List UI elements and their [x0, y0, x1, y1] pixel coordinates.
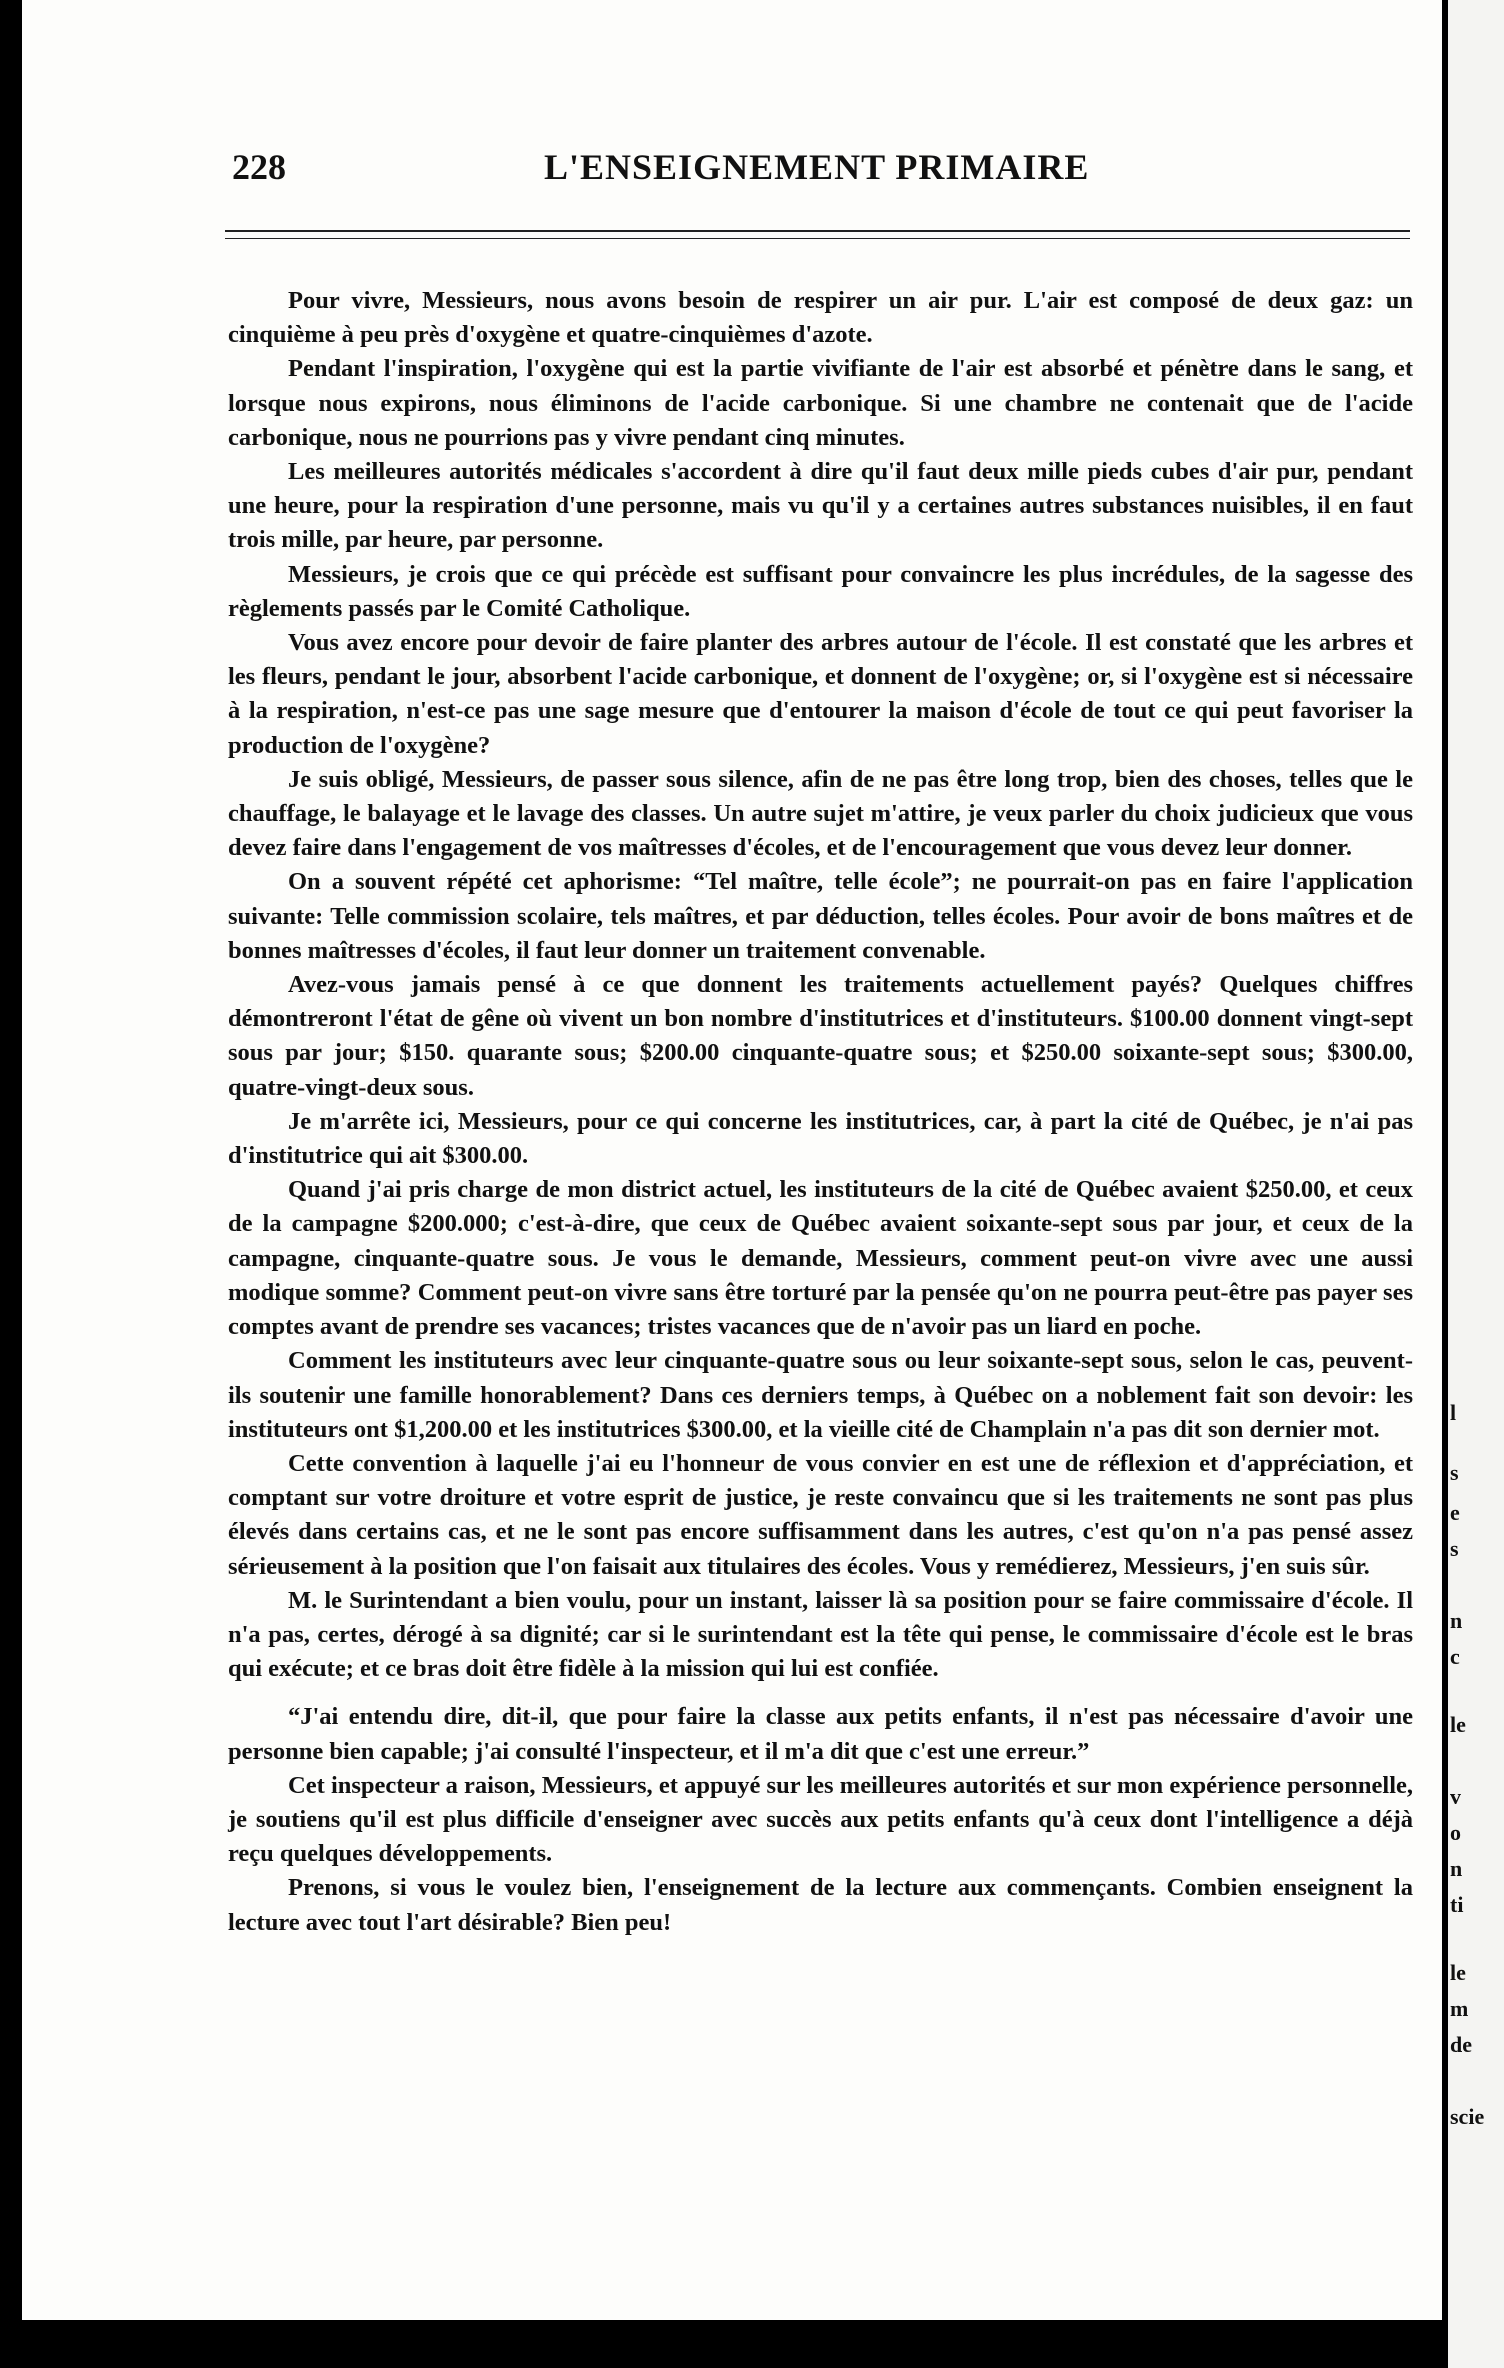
adjacent-fragment: c: [1450, 1644, 1460, 1669]
adjacent-fragment: le: [1450, 1712, 1466, 1737]
paragraph: Les meilleures autorités médicales s'accordent à dire qu'il faut deux mille pieds cubes d'air pur, pendant une heure, pour la respiration d'une personne, mais vu qu'il y a certaines autres substances nuisibles, il en faut trois mille, par heure, par personne.: [228, 458, 1413, 554]
paragraph: Comment les instituteurs avec leur cinquante-quatre sous ou leur soixante-sept sous, selon le cas, peuvent-ils soutenir une famille honorablement? Dans ces derniers temps, à Québec on a noblement fait son devoir: les instituteurs ont $1,200.00 et les institutrices $300.00, et la vieille cité de Champlain n'a pas dit son dernier mot.: [228, 1347, 1413, 1443]
paragraph: Pendant l'inspiration, l'oxygène qui est la partie vivifiante de l'air est absorbé et pénètre dans le sang, et lorsque nous expirons, nous éliminons de l'acide carbonique. Si une chambre ne contenait que de l'acide carbonique, nous ne pourrions pas y vivre pendant cinq minutes.: [228, 355, 1413, 451]
paragraph: Je m'arrête ici, Messieurs, pour ce qui concerne les institutrices, car, à part la cité de Québec, je n'ai pas d'institutrice qui ait $300.00.: [228, 1107, 1413, 1170]
body-text: [228, 284, 1413, 1940]
paragraph: Pour vivre, Messieurs, nous avons besoin de respirer un air pur. L'air est composé de deux gaz: un cinquième à peu près d'oxygène et quatre-cinquièmes d'azote.: [228, 287, 1413, 349]
paragraph: On a souvent répété cet aphorisme: “Tel maître, telle école”; ne pourrait-on pas en faire l'application suivante: Telle commission scolaire, tels maîtres, et par déduction, telles écoles. Pour avoir de bons maîtres et de bonnes maîtresses d'écoles, il faut leur donner un traitement convenable.: [228, 868, 1413, 964]
adjacent-fragment: s: [1450, 1460, 1459, 1485]
adjacent-fragment: v: [1450, 1784, 1461, 1809]
adjacent-fragment: ti: [1450, 1892, 1464, 1917]
header-rule-thin: [225, 238, 1410, 239]
paragraph: Cet inspecteur a raison, Messieurs, et appuyé sur les meilleures autorités et sur mon expérience personnelle, je soutiens qu'il est plus difficile d'enseigner avec succès aux petits enfants qu'à ceux dont l'intelligence a déjà reçu quelques développements.: [228, 1771, 1413, 1868]
paragraph: Quand j'ai pris charge de mon district actuel, les instituteurs de la cité de Québec avaient $250.00, et ceux de la campagne $200.000; c'est-à-dire, que ceux de Québec avaient soixante-sept sous par jour, et ceux de la campagne, cinquante-quatre sous. Je vous le demande, Messieurs, comment peut-on vivre avec une aussi modique somme? Comment peut-on vivre sans être torturé par la pensée qu'on ne pourra peut-être pas payer ses comptes avant de prendre ses vacances; tristes vacances que de n'avoir pas un liard en poche.: [228, 1176, 1413, 1341]
header-rule: [225, 230, 1410, 232]
adjacent-fragment: de: [1450, 2032, 1472, 2057]
paragraph: Prenons, si vous le voulez bien, l'enseignement de la lecture aux commençants. Combien enseignent la lecture avec tout l'art désirable? Bien peu!: [228, 1874, 1413, 1936]
adjacent-page-edge: [1448, 0, 1504, 2368]
adjacent-fragment: m: [1450, 1996, 1469, 2021]
adjacent-fragment: n: [1450, 1856, 1463, 1881]
running-title: L'ENSEIGNEMENT PRIMAIRE: [544, 147, 1090, 187]
paragraph: M. le Surintendant a bien voulu, pour un instant, laisser là sa position pour se faire commissaire d'école. Il n'a pas, certes, dérogé à sa dignité; car si le surintendant est la tête qui pense, le commissaire d'école est le bras qui exécute; et ce bras doit être fidèle à la mission qui lui est confiée.: [228, 1586, 1413, 1683]
running-header: [232, 146, 1452, 196]
adjacent-fragment: l: [1450, 1400, 1457, 1425]
paragraph: Vous avez encore pour devoir de faire planter des arbres autour de l'école. Il est constaté que les arbres et les fleurs, pendant le jour, absorbent l'acide carbonique, et donnent de l'oxygène; or, si l'oxygène est si nécessaire à la respiration, n'est-ce pas une sage mesure que d'entourer la maison d'école de tout ce qui peut favoriser la production de l'oxygène?: [228, 629, 1413, 759]
page-number: 228: [232, 147, 286, 187]
paragraph: Je suis obligé, Messieurs, de passer sous silence, afin de ne pas être long trop, bien des choses, telles que le chauffage, le balayage et le lavage des classes. Un autre sujet m'attire, je veux parler du choix judicieux que vous devez faire dans l'engagement de vos maîtresses d'écoles, et de l'encouragement que vous devez leur donner.: [228, 765, 1413, 862]
adjacent-fragment: o: [1450, 1820, 1461, 1845]
adjacent-fragment: scie: [1450, 2104, 1485, 2129]
paragraph: Messieurs, je crois que ce qui précède est suffisant pour convaincre les plus incrédules, de la sagesse des règlements passés par le Comité Catholique.: [228, 560, 1413, 622]
paragraph: Avez-vous jamais pensé à ce que donnent les traitements actuellement payés? Quelques chiffres démontreront l'état de gêne où vivent un bon nombre d'institutrices et d'instituteurs. $100.00 donnent vingt-sept sous par jour; $150. quarante sous; $200.00 cinquante-quatre sous; et $250.00 soixante-sept sous; $300.00, quatre-vingt-deux sous.: [228, 971, 1413, 1101]
adjacent-fragment: e: [1450, 1500, 1460, 1525]
paragraph: Cette convention à laquelle j'ai eu l'honneur de vous convier en est une de réflexion et d'appréciation, et comptant sur votre droiture et votre esprit de justice, je reste convaincu que si les traitements ne sont pas plus élevés dans certains cas, et ne le sont pas encore suffisamment dans les autres, c'est qu'on n'a pas pensé assez sérieusement à la position que l'on faisait aux titulaires des écoles. Vous y remédierez, Messieurs, j'en suis sûr.: [228, 1449, 1413, 1580]
adjacent-fragment: le: [1450, 1960, 1466, 1985]
adjacent-fragment: s: [1450, 1536, 1459, 1561]
quotation-paragraph: “J'ai entendu dire, dit-il, que pour faire la classe aux petits enfants, il n'est pas nécessaire d'avoir une personne bien capable; j'ai consulté l'inspecteur, et il m'a dit que c'est une erreur.”: [228, 1703, 1413, 1765]
adjacent-fragment: n: [1450, 1608, 1463, 1633]
